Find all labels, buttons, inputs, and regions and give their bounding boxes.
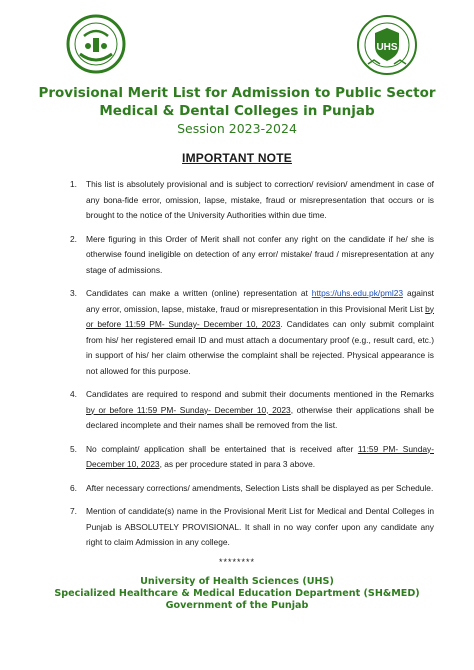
item-text: Candidates are required to respond and submit their documents mentioned in the Remarks bbox=[86, 389, 434, 399]
item-text: This list is absolutely provisional and is subject to correction/ revision/ amendment in case of any bona-fide error, omission, lapse, mistake, fraud or misrepresentation that occurs or is brought to the notice of the University Authorities within due time. bbox=[86, 179, 434, 220]
footer-line-2: Specialized Healthcare & Medical Education Department (SH&MED) bbox=[54, 587, 420, 599]
item-text: No complaint/ application shall be entertained that is received after bbox=[86, 443, 358, 454]
uhs-logo-letters: UHS bbox=[376, 42, 398, 53]
list-item bbox=[0, 232, 434, 279]
uhs-logo-icon bbox=[356, 14, 418, 76]
item-number: 1. bbox=[70, 179, 77, 189]
item-text: After necessary corrections/ amendments, Selection Lists shall be displayed as per Schedule. bbox=[86, 482, 434, 493]
page-title bbox=[20, 80, 454, 120]
deadline-text: by or before 11:59 PM- Sunday- December 10, 2023 bbox=[86, 303, 434, 329]
list-item bbox=[0, 442, 434, 473]
list-item bbox=[0, 177, 434, 224]
item-number: 3. bbox=[70, 288, 77, 298]
session-label: Session 2023-2024 bbox=[177, 121, 297, 136]
item-text: , otherwise their applications shall be declared incomplete and their names shall be removed from the list. bbox=[86, 404, 434, 430]
item-text: . Candidates can only submit complaint from his/ her registered email ID and must attach a documentary proof (e.g., result card, etc.) in support of his/ her claim otherwise the complaint shall be rejected. Physical appearance is not allowed for this purpose. bbox=[86, 319, 434, 376]
notes-list bbox=[0, 177, 474, 551]
list-item bbox=[0, 481, 434, 497]
page-header bbox=[0, 0, 474, 80]
important-note-heading: IMPORTANT NOTE bbox=[182, 151, 292, 165]
item-text: , as per procedure stated in para 3 above. bbox=[159, 459, 316, 469]
stars-divider: ******** bbox=[218, 556, 256, 567]
item-number: 7. bbox=[70, 506, 77, 516]
item-number: 6. bbox=[70, 482, 77, 493]
deadline-text: by or before 11:59 PM- Sunday- December 10, 2023 bbox=[86, 404, 291, 415]
list-item bbox=[0, 504, 434, 551]
list-item bbox=[0, 387, 434, 434]
item-text: Mention of candidate(s) name in the Provisional Merit List for Medical and Dental Colleges in Punjab is ABSOLUTELY PROVISIONAL. It shall in no way confer upon any candidate any right to claim Admission in any college. bbox=[86, 506, 434, 547]
item-number: 2. bbox=[70, 233, 77, 244]
item-text: against any error, omission, lapse, mistake, fraud or misrepresentation in this Provisional Merit List bbox=[86, 288, 434, 314]
item-number: 5. bbox=[70, 443, 77, 454]
footer-line-3: Government of the Punjab bbox=[165, 599, 309, 611]
title-line-2: Medical & Dental Colleges in Punjab bbox=[99, 103, 375, 119]
footer-line-1: University of Health Sciences (UHS) bbox=[140, 575, 334, 587]
title-line-1: Provisional Merit List for Admission to Public Sector bbox=[38, 85, 436, 101]
item-text: Candidates can make a written (online) representation at bbox=[86, 288, 312, 298]
representation-link[interactable]: https://uhs.edu.pk/pml23 bbox=[311, 288, 404, 298]
item-number: 4. bbox=[70, 389, 77, 399]
list-item bbox=[0, 286, 434, 379]
deadline-text: 11:59 PM- Sunday- December 10, 2023 bbox=[86, 443, 434, 469]
page-footer bbox=[0, 576, 474, 612]
punjab-government-logo-icon bbox=[66, 14, 126, 74]
item-text: Mere figuring in this Order of Merit shall not confer any right on the candidate if he/ she is otherwise found ineligible on detection of any error/ mistake/ fraud / misrepresentation at any stage of admissions. bbox=[86, 233, 434, 275]
